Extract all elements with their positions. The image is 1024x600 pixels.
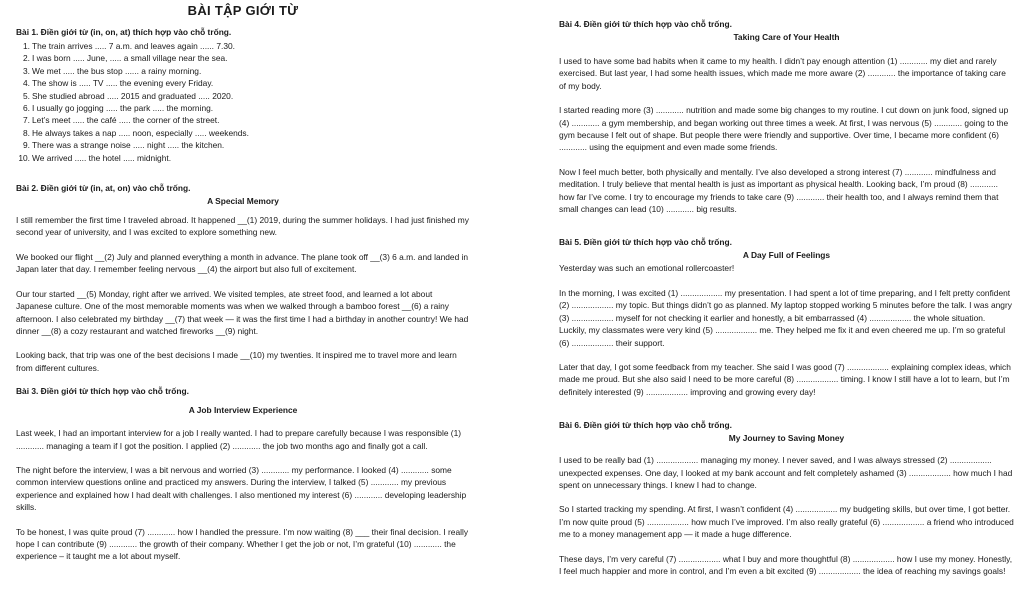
- list-item: 4. The show is ..... TV ..... the evening every Friday.: [23, 78, 214, 89]
- exercise-2-heading: Bài 2. Điền giới từ (in, at, on) vào chỗ trống.: [16, 183, 191, 194]
- paragraph: Our tour started __(5) Monday, right after we arrived. We visited temples, ate street food, and learned a lot about Japanese culture. One of the most memorable moments was when we walked through a bamboo forest __(6) a rainy afternoon. I also celebrated my birthday __(7) that week — it was the first time I had a birthday in another country! We had dinner __(8) a cozy restaurant and watched fireworks __(9) night.: [16, 288, 469, 336]
- exercise-6-story-title: My Journey to Saving Money: [728, 433, 845, 444]
- list-item: 3. We met ..... the bus stop ...... a rainy morning.: [23, 65, 202, 76]
- paragraph: We booked our flight __(2) July and planned everything a month in advance. The plane took off __(3) 6 a.m. and landed in Japan later that day. I remember feeling nervous __(4) the airport but also full of excitement.: [16, 251, 469, 275]
- page-title: BÀI TẬP GIỚI TỪ: [187, 3, 299, 18]
- paragraph-intro: Yesterday was such an emotional rollercoaster!: [559, 263, 735, 274]
- exercise-4-story-title: Taking Care of Your Health: [733, 32, 840, 42]
- list-item: 8. He always takes a nap ..... noon, especially ..... weekends.: [23, 127, 249, 138]
- exercise-4-heading: Bài 4. Điền giới từ thích hợp vào chỗ trống.: [559, 19, 732, 29]
- paragraph: The night before the interview, I was a bit nervous and worried (3) ............ my performance. I looked (4) ............ some common interview questions online and practiced my answers. During the interview, I talked (5) ............ my previous experience and explained how I had dealt with challenges. I also mentioned my interest (6) ............ developing leadership skills.: [16, 464, 467, 513]
- right-column: [559, 19, 1014, 589]
- paragraph: These days, I’m very careful (7) .................. what I buy and more thoughtful (8) .................. how I use my money. Honestly, I feel much happier and more in control, and I’m even a bit excited (9) .................. the idea of reaching my savings goals!: [559, 553, 1013, 576]
- list-item: 10. We arrived ..... the hotel ..... midnight.: [18, 152, 172, 163]
- exercise-5-heading: Bài 5. Điền giới từ thích hợp vào chỗ trống.: [559, 237, 732, 248]
- list-item: 1. The train arrives ..... 7 a.m. and leaves again ...... 7.30.: [23, 41, 235, 51]
- list-item: 5. She studied abroad ..... 2015 and graduated ..... 2020.: [23, 90, 234, 101]
- list-item: 9. There was a strange noise ..... night ..... the kitchen.: [23, 140, 225, 151]
- paragraph: I used to have some bad habits when it came to my health. I didn’t pay enough attention (1) ............ my diet and rarely exercised. But last year, I had some health issues, which made me more aware (2) ............ the importance of taking care of my body.: [559, 56, 1006, 91]
- paragraph: Looking back, that trip was one of the best decisions I made __(10) my twenties. It inspired me to travel more and learn from different cultures.: [16, 350, 457, 373]
- paragraph: To be honest, I was quite proud (7) ............ how I handled the pressure. I’m now waiting (8) ___ their final decision. I really hope I can contribute (9) ............ the growth of their company. Whether I get the job or not, I’m grateful (10) ............ the experience – it taught me a lot about myself.: [16, 526, 469, 562]
- paragraph: Last week, I had an important interview for a job I really wanted. I had to prepare carefully because I was responsible (1) ............ managing a team if I got the position. I applied (2) ............ the job two months ago and finally got a call.: [16, 428, 462, 451]
- exercise-2-story-title: A Special Memory: [207, 196, 279, 207]
- paragraph: Now I feel much better, both physically and mentally. I’ve also developed a strong interest (7) ............ mindfulness and meditation. I truly believe that mental health is just as important as physical health. Looking back, I’m proud (8) ............ how far I’ve come. I try to encourage my friends to take care (9) ............ their health too, and I always remind them that small changes can lead (10) ............ big results.: [559, 166, 999, 215]
- paragraph: I used to be really bad (1) .................. managing my money. I never saved, and I was always stressed (2) .................. unexpected expenses. One day, I looked at my bank account and felt completely ashamed (3) .................. how much I had spent on unnecessary things. I knew I had to change.: [559, 455, 1013, 490]
- exercise-3-story-title: A Job Interview Experience: [188, 405, 298, 416]
- list-item: 6. I usually go jogging ..... the park ..... the morning.: [23, 103, 214, 114]
- list-item: 7. Let’s meet ..... the café ..... the corner of the street.: [23, 115, 220, 126]
- paragraph: I started reading more (3) ............ nutrition and made some big changes to my routine. I cut down on junk food, signed up (4) ............ a gym membership, and began working out three times a week. At first, I was nervous (5) ............ going to the gym because I felt out of shape. But people there were friendly and supportive. Over time, I became more confident (6) ............ using the equipment and even made some friends.: [559, 105, 1009, 153]
- list-item: 2. I was born ..... June, ..... a small village near the sea.: [23, 53, 228, 64]
- exercise-1-heading: Bài 1. Điền giới từ (in, on, at) thích hợp vào chỗ trống.: [16, 27, 232, 37]
- paragraph: So I started tracking my spending. At first, I wasn’t confident (4) .................. my budgeting skills, but over time, I got better. I’m now quite proud (5) .................. how much I’ve improved. I’m also really grateful (6) .................. a friend who introduced me to a money management app — it made a huge difference.: [559, 504, 1014, 540]
- exercise-1-list: [16, 40, 470, 164]
- exercise-3-heading: Bài 3. Điền giới từ thích hợp vào chỗ trống.: [16, 386, 189, 397]
- exercise-5-story-title: A Day Full of Feelings: [742, 250, 831, 261]
- paragraph: In the morning, I was excited (1) .................. my presentation. I had spent a lot of time preparing, and I felt pretty confident (2) .................. my topic. But things didn’t go as planned. My laptop stopped working 5 minutes before the talk. I was angry (3) .................. myself for not checking it earlier and honestly, a bit embarrassed (4) .................. the whole situation. Luckily, my classmates were very kind (5) .................. me. They helped me fix it and even cheered me up. I’m so grateful (6) .................. their support.: [559, 287, 1012, 348]
- left-column: [16, 0, 470, 575]
- paragraph: Later that day, I got some feedback from my teacher. She said I was good (7) .................. explaining complex ideas, which made me proud. But she also said I need to be more careful (8) .................. timing. I know I still have a lot to learn, but I’m definitely interested (9) .................. improving and growing every day!: [559, 361, 1011, 397]
- paragraph: I still remember the first time I traveled abroad. It happened __(1) 2019, during the summer holidays. I had just finished my second year of university, and I was excited to explore something new.: [16, 215, 469, 238]
- exercise-6-heading: Bài 6. Điền giới từ thích hợp vào chỗ trống.: [559, 420, 732, 431]
